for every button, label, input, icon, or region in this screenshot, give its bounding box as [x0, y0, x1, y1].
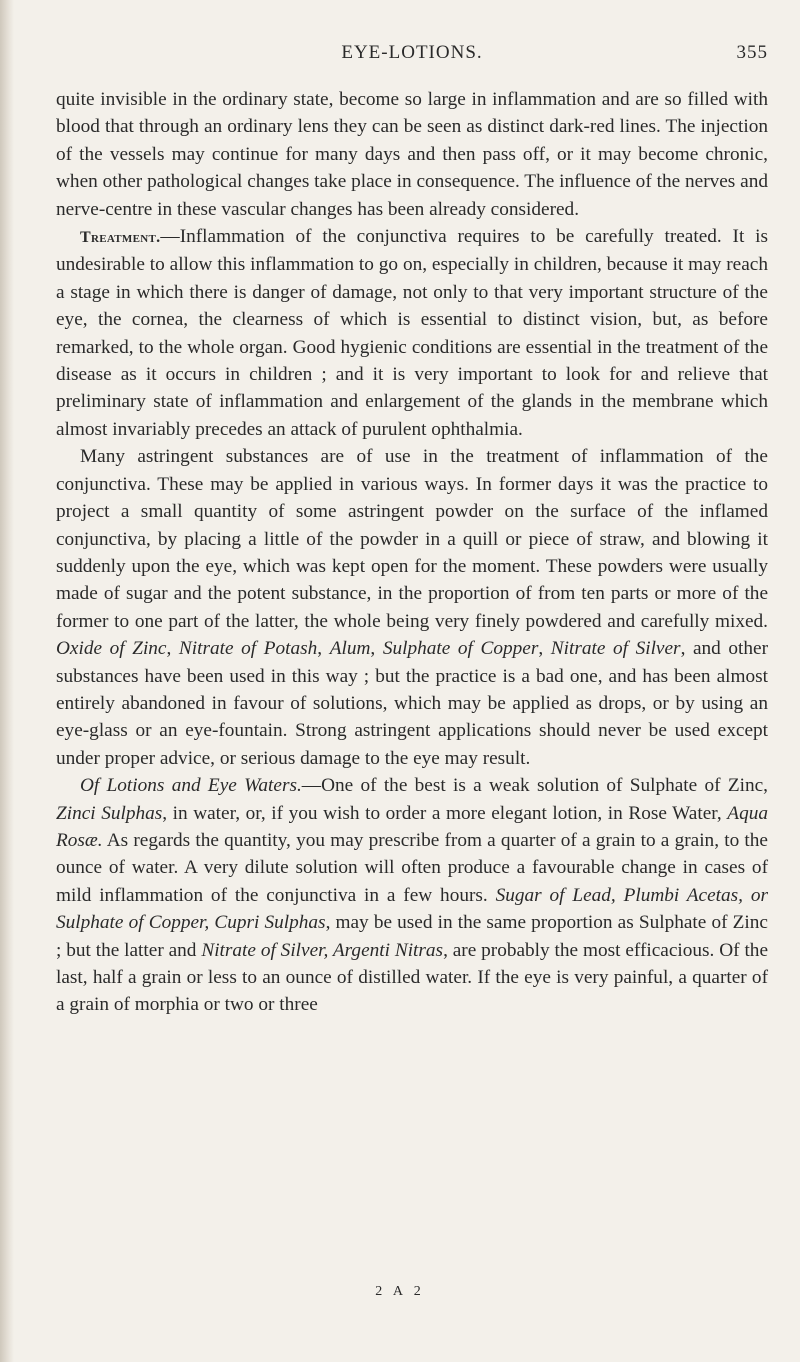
- italic-term: Zinci Sulphas: [56, 802, 163, 824]
- body-text: [56, 86, 768, 1019]
- running-head: [56, 40, 768, 74]
- separator: ,: [317, 638, 330, 660]
- italic-term: Nitrate of Potash: [178, 638, 318, 660]
- italic-term: Oxide of Zinc: [56, 638, 167, 660]
- page-number: 355: [736, 42, 768, 63]
- paragraph-text: , are probably the most efficacious. Of the last, half a grain or less to an ounce of distilled water. If the eye is very painful, a quarter of a grain of morphia or two or three: [56, 939, 768, 1016]
- italic-term: Nitrate of Silver: [550, 638, 681, 660]
- italic-term: Nitrate of Silver, Argenti Nitras: [201, 939, 444, 961]
- running-title: EYE-LOTIONS.: [341, 42, 483, 63]
- book-page: [56, 40, 768, 1019]
- section-heading-treatment: Treatment.: [80, 229, 161, 247]
- paragraph-text: —One of the best is a weak solution of Sulphate of Zinc,: [301, 775, 768, 797]
- binding-edge: [0, 0, 14, 1362]
- paragraph-text: Many astringent substances are of use in the treatment of inflammation of the conjunctiva. These may be applied in various ways. In former days it was the practice to project a small quantity of some astringent powder on the surface of the inflamed conjunctiva, by placing a little of the powder in a quill or piece of straw, and blowing it suddenly upon the eye, which was kept open for the moment. These powders were usually made of sugar and the potent substance, in the proportion of from ten parts or more of the former to one part of the latter, the whole being very finely powdered and carefully mixed.: [56, 446, 768, 632]
- italic-term: Sugar of Lead, Plumbi Acetas, or Sulphate of Copper, Cupri Sulphas: [56, 884, 768, 934]
- signature-mark: 2 A 2: [375, 1284, 425, 1299]
- paragraph-text: —Inflammation of the conjunctiva requires to be carefully treated. It is undesirable to allow this inflammation to go on, especially in children, because it may reach a stage in which there is danger of damage, not only to that very important structure of the eye, the cornea, the clearness of which is essential to distinct vision, but, as before remarked, to the whole organ. Good hygienic conditions are essential in the treatment of the disease as it occurs in children ; and it is very important to look for and relieve that preliminary state of inflammation and enlargement of the glands in the membrane which almost invariably precedes an attack of purulent ophthalmia.: [56, 226, 768, 440]
- italic-term: Sulphate of Copper: [382, 638, 539, 660]
- paragraph-lotions: [56, 772, 768, 1019]
- italic-term: Aqua Rosæ.: [56, 802, 768, 851]
- separator: ,: [538, 638, 551, 660]
- paragraph-text: , may be used in the same proportion as Sulphate of Zinc ; but the latter and: [56, 912, 768, 961]
- italic-term: Alum: [329, 638, 371, 660]
- paragraph-text: quite invisible in the ordinary state, become so large in inflammation and are so filled with blood that through an ordinary lens they can be seen as distinct dark-red lines. The injection of the vessels may continue for many days and then pass off, or it may become chronic, when other pathological changes take place in consequence. The influence of the nerves and nerve-centre in these vascular changes has been already considered.: [56, 89, 768, 220]
- section-heading-lotions: Of Lotions and Eye Waters.: [80, 775, 302, 797]
- paragraph-text: As regards the quantity, you may prescribe from a quarter of a grain to a grain, to the ounce of water. A very dilute solution will often produce a favourable change in cases of mild inflammation of the conjunctiva in a few hours.: [56, 829, 768, 906]
- paragraph-treatment: [56, 223, 768, 443]
- paragraph-text: , and other substances have been used in this way ; but the practice is a bad one, and has been almost entirely abandoned in favour of solutions, which may be applied as drops, or by using an eye-glass or an eye-fountain. Strong astringent applications should never be used except under proper advice, or serious damage to the eye may result.: [56, 638, 769, 769]
- separator: ,: [370, 638, 383, 660]
- paragraph-1: [56, 86, 768, 223]
- paragraph-text: , in water, or, if you wish to order a more elegant lotion, in Rose Water,: [162, 802, 728, 824]
- separator: ,: [166, 638, 179, 660]
- paragraph-astringents: [56, 443, 768, 772]
